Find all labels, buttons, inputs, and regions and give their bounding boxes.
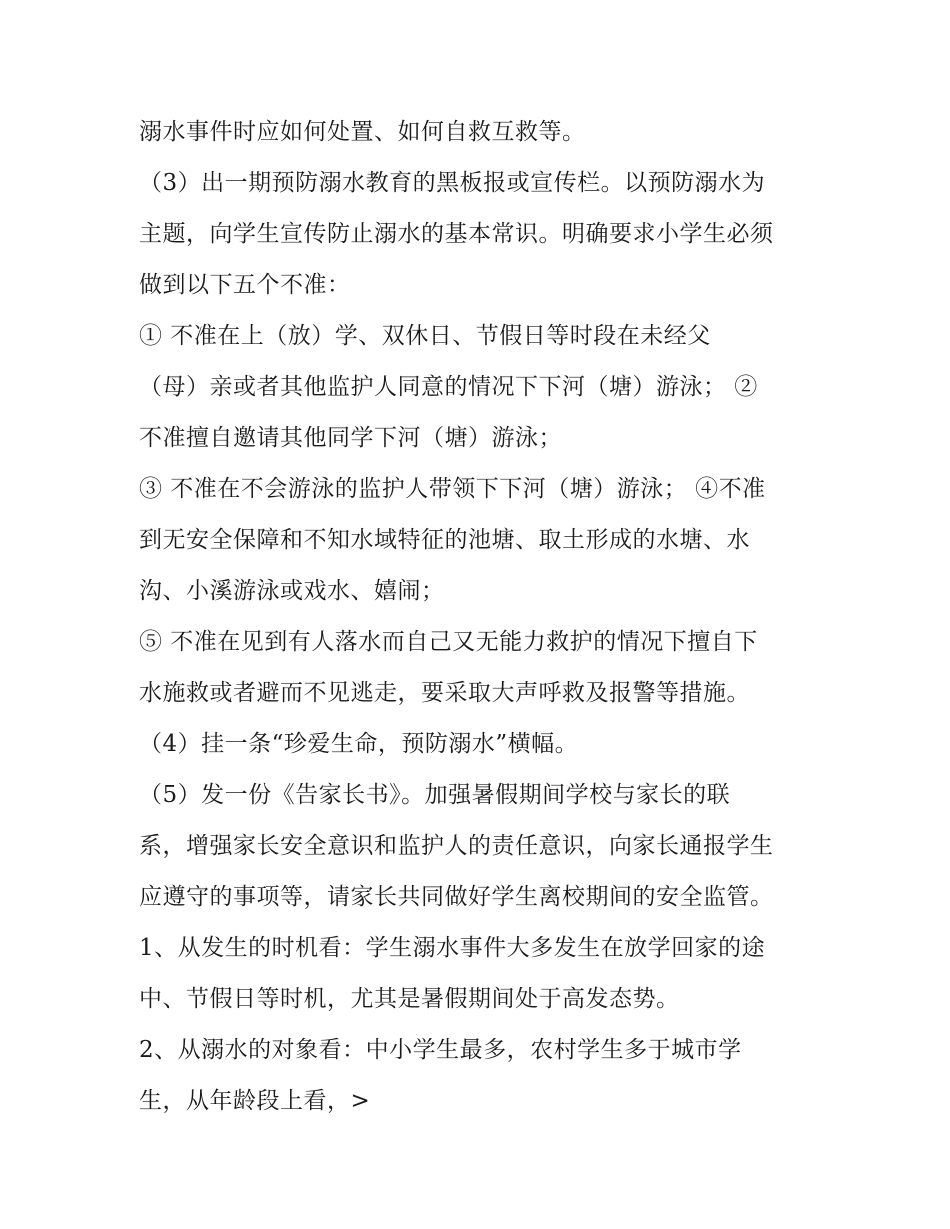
text-line: ③ 不准在不会游泳的监护人带领下下河（塘）游泳； ④不准	[139, 476, 766, 502]
text-line: 水施救或者避而不见逃走，要采取大声呼救及报警等措施。	[139, 680, 750, 706]
text-line: 应遵守的事项等，请家长共同做好学生离校期间的安全监管。	[139, 884, 774, 910]
text-line: 1、从发生的时机看：学生溺水事件大多发生在放学回家的途	[139, 935, 766, 961]
text-line: ⑤ 不准在见到有人落水而自己又无能力救护的情况下擅自下	[139, 629, 758, 655]
text-line: 溺水事件时应如何处置、如何自救互救等。	[139, 119, 586, 145]
text-line: 中、节假日等时机，尤其是暑假期间处于高发态势。	[139, 986, 680, 1012]
text-line: 不准擅自邀请其他同学下河（塘）游泳；	[139, 425, 562, 451]
text-line: 到无安全保障和不知水域特征的池塘、取土形成的水塘、水	[139, 527, 750, 553]
text-line: （3）出一期预防溺水教育的黑板报或宣传栏。以预防溺水为	[139, 170, 766, 196]
text-line: 2、从溺水的对象看：中小学生最多，农村学生多于城市学	[139, 1037, 742, 1063]
text-line: 主题，向学生宣传防止溺水的基本常识。明确要求小学生必须	[139, 221, 774, 247]
text-line: 生，从年龄段上看，>	[139, 1088, 371, 1114]
text-line: （母）亲或者其他监护人同意的情况下下河（塘）游泳； ②	[139, 374, 758, 400]
text-line: ① 不准在上（放）学、双休日、节假日等时段在未经父	[139, 323, 711, 349]
text-line: 沟、小溪游泳或戏水、嬉闹；	[139, 578, 445, 604]
text-line: （5）发一份《告家长书》。加强暑假期间学校与家长的联	[139, 782, 731, 808]
document-body	[139, 107, 829, 1127]
text-line: （4）挂一条“珍爱生命，预防溺水”横幅。	[139, 731, 579, 757]
text-line: 做到以下五个不准：	[139, 272, 351, 298]
text-line: 系，增强家长安全意识和监护人的责任意识，向家长通报学生	[139, 833, 774, 859]
